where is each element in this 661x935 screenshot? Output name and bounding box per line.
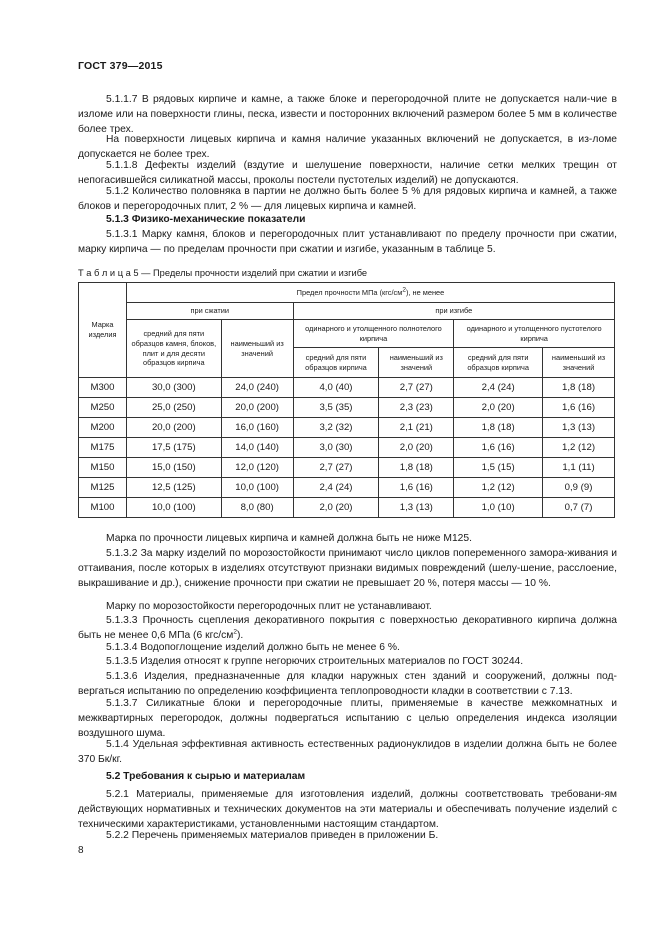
paragraph-5-1-3-2: 5.1.3.2 За марку изделий по морозостойкости принимают число циклов попеременного замора-живания и оттаивания, после которых в изделиях отсутствуют признаки видимых повреждений (шелу-шение, расслоение, выкрашивание и др.), снижение прочности при сжатии не превышает 20 %, потеря массы — 10 %. bbox=[78, 548, 617, 589]
cell: 0,7 (7) bbox=[543, 498, 615, 518]
header-bending: при изгибе bbox=[293, 303, 614, 320]
paragraph-5-1-2: 5.1.2 Количество половняка в партии не должно быть более 5 % для рядовых кирпича и камней, а также блоков и перегородочных плит, 2 % — для лицевых кирпича и камней. bbox=[78, 186, 617, 212]
cell: 3,0 (30) bbox=[293, 438, 379, 458]
cell: 15,0 (150) bbox=[126, 458, 221, 478]
header-solid-average: средний для пяти образцов кирпича bbox=[293, 348, 379, 378]
header-strength-limit: Предел прочности МПа $(кгс/см^2)$, не менее bbox=[126, 283, 614, 303]
table-row bbox=[79, 478, 615, 498]
cell-mark: М175 bbox=[79, 438, 127, 458]
cell: 2,1 (21) bbox=[379, 418, 454, 438]
cell-mark: М125 bbox=[79, 478, 127, 498]
cell: 4,0 (40) bbox=[293, 378, 379, 398]
paragraph-5-1-3-3: 5.1.3.3 Прочность сцепления декоративного покрытия с поверхностью декоративного кирпича должна быть не менее 0,6 МПа (6 кгс/$см^2$). bbox=[78, 615, 617, 641]
table-row bbox=[79, 398, 615, 418]
cell: 2,0 (20) bbox=[454, 398, 543, 418]
paragraph-5-2-1: 5.2.1 Материалы, применяемые для изготовления изделий, должны соответствовать требовани-ям действующих нормативных и технических документов на эти материалы и обеспечивать получение изделий с техническими характеристиками, установленными настоящим стандартом. bbox=[78, 789, 617, 830]
cell: 16,0 (160) bbox=[221, 418, 293, 438]
header-solid-min: наименьший из значений bbox=[379, 348, 454, 378]
cell: 1,1 (11) bbox=[543, 458, 615, 478]
paragraph-5-1-3-6: 5.1.3.6 Изделия, предназначенные для кладки наружных стен зданий и сооружений, должны под-вергаться испытанию по определению коэффициента теплопроводности кладки в соответствии с 7.13. bbox=[78, 671, 617, 697]
cell: 1,8 (18) bbox=[379, 458, 454, 478]
cell: 12,5 (125) bbox=[126, 478, 221, 498]
cell: 10,0 (100) bbox=[126, 498, 221, 518]
cell: 24,0 (240) bbox=[221, 378, 293, 398]
cell: 1,6 (16) bbox=[379, 478, 454, 498]
header-mark: Марка изделия bbox=[79, 283, 127, 378]
paragraph-5-1-1-7: 5.1.1.7 В рядовых кирпиче и камне, а также блоке и перегородочной плите не допускается нали-чие в изломе или на поверхности глины, песка, извести и посторонних включений размером более 5 мм в количестве более трех. bbox=[78, 94, 617, 135]
paragraph-partition-frost: Марку по морозостойкости перегородочных плит не устанавливают. bbox=[106, 601, 432, 612]
document-header: ГОСТ 379—2015 bbox=[78, 60, 163, 72]
cell-mark: М150 bbox=[79, 458, 127, 478]
page-number: 8 bbox=[78, 845, 84, 856]
cell: 1,2 (12) bbox=[543, 438, 615, 458]
cell: 1,3 (13) bbox=[379, 498, 454, 518]
cell: 30,0 (300) bbox=[126, 378, 221, 398]
paragraph-5-1-1-8: 5.1.1.8 Дефекты изделий (вздутие и шелушение поверхности, наличие сетки мелких трещин от непогасившейся силикатной массы, проколы постели пустотелых изделий) не допускаются. bbox=[78, 160, 617, 186]
cell-mark: М300 bbox=[79, 378, 127, 398]
paragraph-5-1-3-1: 5.1.3.1 Марку камня, блоков и перегородочных плит устанавливают по пределу прочности при сжатии, марку кирпича — по пределам прочности при сжатии и изгибе, указанным в таблице 5. bbox=[78, 229, 617, 255]
cell: 1,5 (15) bbox=[454, 458, 543, 478]
header-hollow-min: наименьший из значений bbox=[543, 348, 615, 378]
cell: 0,9 (9) bbox=[543, 478, 615, 498]
table-row bbox=[79, 458, 615, 478]
cell: 2,0 (20) bbox=[293, 498, 379, 518]
cell: 10,0 (100) bbox=[221, 478, 293, 498]
cell: 25,0 (250) bbox=[126, 398, 221, 418]
paragraph-5-1-3-7: 5.1.3.7 Силикатные блоки и перегородочные плиты, применяемые в качестве межкомнатных и межквартирных перегородок, должны подвергаться испытанию с целью определения индекса изоляции воздушного шума. bbox=[78, 698, 617, 739]
table-row bbox=[79, 418, 615, 438]
cell-mark: М250 bbox=[79, 398, 127, 418]
cell: 2,7 (27) bbox=[379, 378, 454, 398]
cell: 1,6 (16) bbox=[454, 438, 543, 458]
cell: 2,4 (24) bbox=[454, 378, 543, 398]
cell: 2,4 (24) bbox=[293, 478, 379, 498]
paragraph-5-1-3-4: 5.1.3.4 Водопоглощение изделий должно быть не менее 6 %. bbox=[106, 642, 400, 653]
section-5-2-title: 5.2 Требования к сырью и материалам bbox=[106, 771, 306, 782]
cell: 8,0 (80) bbox=[221, 498, 293, 518]
cell: 1,6 (16) bbox=[543, 398, 615, 418]
cell: 1,3 (13) bbox=[543, 418, 615, 438]
cell: 17,5 (175) bbox=[126, 438, 221, 458]
cell: 14,0 (140) bbox=[221, 438, 293, 458]
cell: 1,2 (12) bbox=[454, 478, 543, 498]
cell: 20,0 (200) bbox=[126, 418, 221, 438]
cell-mark: М100 bbox=[79, 498, 127, 518]
paragraph-facing-inclusions: На поверхности лицевых кирпича и камня наличие указанных включений не допускается, в из-ломе допускается не более трех. bbox=[78, 134, 617, 160]
cell: 2,0 (20) bbox=[379, 438, 454, 458]
cell: 20,0 (200) bbox=[221, 398, 293, 418]
table-row bbox=[79, 378, 615, 398]
paragraph-5-1-3-5: 5.1.3.5 Изделия относят к группе негорючих строительных материалов по ГОСТ 30244. bbox=[106, 656, 524, 667]
paragraph-5-2-2: 5.2.2 Перечень применяемых материалов приведен в приложении Б. bbox=[106, 830, 439, 841]
table-row bbox=[79, 438, 615, 458]
table-caption: Т а б л и ц а 5 — Пределы прочности изделий при сжатии и изгибе bbox=[78, 268, 368, 278]
table-row bbox=[79, 498, 615, 518]
cell: 2,7 (27) bbox=[293, 458, 379, 478]
cell: 3,2 (32) bbox=[293, 418, 379, 438]
cell: 3,5 (35) bbox=[293, 398, 379, 418]
cell: 1,8 (18) bbox=[454, 418, 543, 438]
header-hollow-average: средний для пяти образцов кирпича bbox=[454, 348, 543, 378]
header-bend-hollow: одинарного и утолщенного пустотелого кирпича bbox=[454, 320, 615, 348]
header-bend-solid: одинарного и утолщенного полнотелого кирпича bbox=[293, 320, 454, 348]
section-5-1-3-title: 5.1.3 Физико-механические показатели bbox=[106, 214, 306, 225]
paragraph-5-1-4: 5.1.4 Удельная эффективная активность естественных радионуклидов в изделии должна быть не более 370 Бк/кг. bbox=[78, 739, 617, 765]
cell-mark: М200 bbox=[79, 418, 127, 438]
cell: 1,0 (10) bbox=[454, 498, 543, 518]
paragraph-facing-mark: Марка по прочности лицевых кирпича и камней должна быть не ниже М125. bbox=[106, 533, 472, 544]
cell: 12,0 (120) bbox=[221, 458, 293, 478]
header-comp-min: наименьший из значений bbox=[221, 320, 293, 378]
header-compression: при сжатии bbox=[126, 303, 293, 320]
cell: 2,3 (23) bbox=[379, 398, 454, 418]
strength-table bbox=[78, 282, 615, 518]
header-comp-average: средний для пяти образцов камня, блоков, плит и для десяти образцов кирпича bbox=[126, 320, 221, 378]
cell: 1,8 (18) bbox=[543, 378, 615, 398]
